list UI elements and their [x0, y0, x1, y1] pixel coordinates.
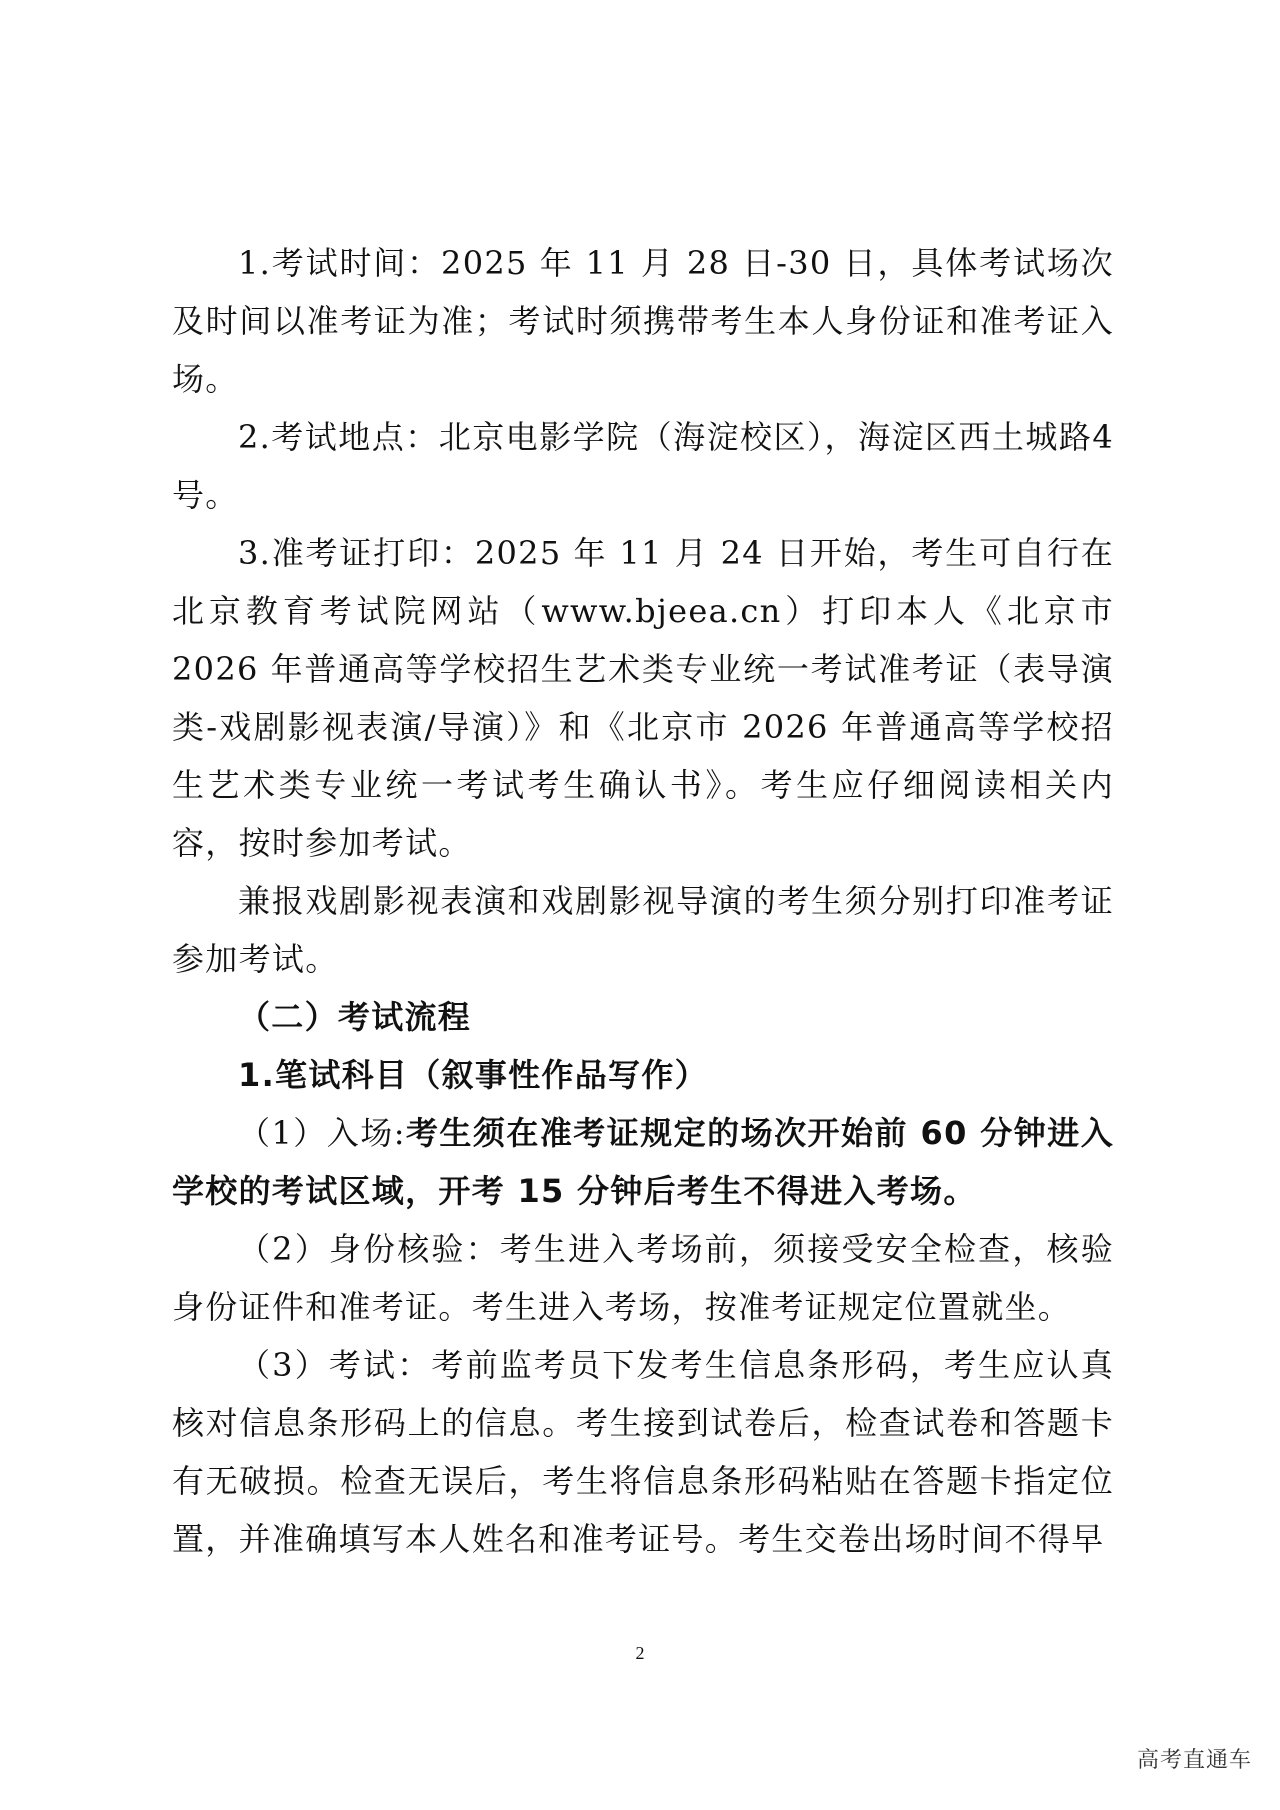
watermark-text: 高考直通车: [1136, 1748, 1252, 1773]
document-body: [172, 234, 1114, 1568]
paragraph-dual-application: 兼报戏剧影视表演和戏剧影视导演的考生须分别打印准考证参加考试。: [172, 882, 1114, 978]
paragraph-exam-time: 1.考试时间：2025 年 11 月 28 日-30 日，具体考试场次及时间以准考证为准；考试时须携带考生本人身份证和准考证入场。: [172, 244, 1114, 398]
entry-rule-bold: 考生须在准考证规定的场次开始前 60 分钟进入学校的考试区域，开考 15 分钟后考生不得进入考场。: [172, 1114, 1114, 1210]
paragraph-exam-procedure: （3）考试：考前监考员下发考生信息条形码，考生应认真核对信息条形码上的信息。考生接到试卷后，检查试卷和答题卡有无破损。检查无误后，考生将信息条形码粘贴在答题卡指定位置，并准确填写本人姓名和准考证号。考生交卷出场时间不得早: [172, 1346, 1114, 1558]
paragraph-entry: [172, 1104, 1114, 1220]
paragraph-admission-print: 3.准考证打印：2025 年 11 月 24 日开始，考生可自行在北京教育考试院网站（www.bjeea.cn）打印本人《北京市 2026 年普通高等学校招生艺术类专业统一考试准考证（表导演类-戏剧影视表演/导演）》和《北京市 2026 年普通高等学校招生艺术类专业统一考试考生确认书》。考生应仔细阅读相关内容，按时参加考试。: [172, 534, 1114, 862]
paragraph-identity-check: （2）身份核验：考生进入考场前，须接受安全检查，核验身份证件和准考证。考生进入考场，按准考证规定位置就坐。: [172, 1230, 1114, 1326]
entry-label: （1）入场:: [238, 1114, 406, 1152]
paragraph-exam-location: 2.考试地点：北京电影学院（海淀校区），海淀区西土城路4 号。: [172, 418, 1114, 514]
page-number: 2: [635, 1643, 645, 1663]
section-heading-exam-process: （二）考试流程: [238, 998, 472, 1036]
subheading-written-subject: 1.笔试科目（叙事性作品写作）: [238, 1056, 708, 1094]
